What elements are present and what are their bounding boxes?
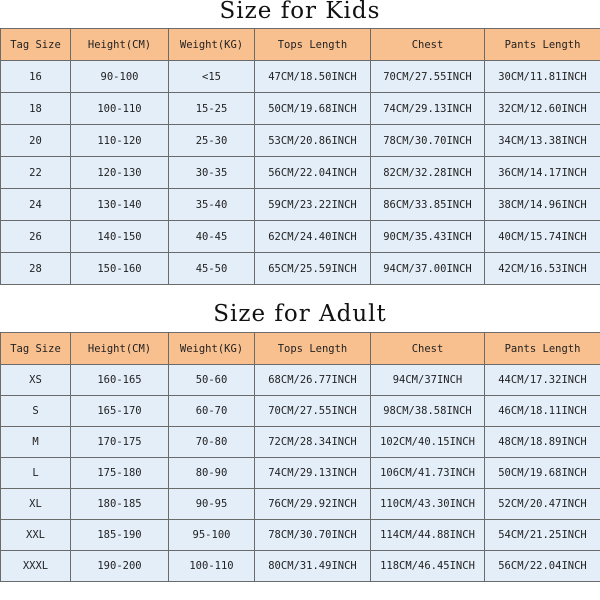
cell-height: 130-140	[71, 189, 169, 221]
cell-pants-length: 34CM/13.38INCH	[485, 125, 600, 157]
cell-weight: <15	[169, 61, 255, 93]
cell-height: 170-175	[71, 427, 169, 458]
cell-tops-length: 72CM/28.34INCH	[255, 427, 371, 458]
kids-table-body	[1, 61, 600, 285]
column-header-tag-size: Tag Size	[1, 29, 71, 61]
cell-height: 165-170	[71, 396, 169, 427]
cell-tops-length: 56CM/22.04INCH	[255, 157, 371, 189]
cell-pants-length: 46CM/18.11INCH	[485, 396, 600, 427]
cell-tops-length: 74CM/29.13INCH	[255, 458, 371, 489]
adult-size-title: Size for Adult	[213, 301, 387, 327]
table-row	[1, 520, 600, 551]
cell-height: 110-120	[71, 125, 169, 157]
cell-pants-length: 48CM/18.89INCH	[485, 427, 600, 458]
cell-tag-size: S	[1, 396, 71, 427]
cell-tops-length: 80CM/31.49INCH	[255, 551, 371, 582]
column-header-weight: Weight(KG)	[169, 333, 255, 365]
kids-size-table	[0, 28, 600, 285]
cell-weight: 95-100	[169, 520, 255, 551]
cell-chest: 86CM/33.85INCH	[371, 189, 485, 221]
column-header-weight: Weight(KG)	[169, 29, 255, 61]
cell-height: 100-110	[71, 93, 169, 125]
column-header-pants-length: Pants Length	[485, 29, 600, 61]
cell-tag-size: XL	[1, 489, 71, 520]
table-row	[1, 427, 600, 458]
cell-tag-size: L	[1, 458, 71, 489]
adult-size-table	[0, 332, 600, 582]
cell-chest: 74CM/29.13INCH	[371, 93, 485, 125]
cell-chest: 98CM/38.58INCH	[371, 396, 485, 427]
cell-tag-size: M	[1, 427, 71, 458]
cell-tag-size: 26	[1, 221, 71, 253]
cell-tag-size: 18	[1, 93, 71, 125]
cell-pants-length: 36CM/14.17INCH	[485, 157, 600, 189]
cell-pants-length: 54CM/21.25INCH	[485, 520, 600, 551]
cell-chest: 110CM/43.30INCH	[371, 489, 485, 520]
cell-tag-size: XXXL	[1, 551, 71, 582]
cell-pants-length: 56CM/22.04INCH	[485, 551, 600, 582]
table-row	[1, 61, 600, 93]
table-row	[1, 253, 600, 285]
cell-weight: 15-25	[169, 93, 255, 125]
cell-tops-length: 53CM/20.86INCH	[255, 125, 371, 157]
cell-tops-length: 59CM/23.22INCH	[255, 189, 371, 221]
kids-size-title: Size for Kids	[219, 0, 381, 24]
cell-tops-length: 76CM/29.92INCH	[255, 489, 371, 520]
table-row	[1, 396, 600, 427]
column-header-tag-size: Tag Size	[1, 333, 71, 365]
table-row	[1, 93, 600, 125]
table-row	[1, 551, 600, 582]
column-header-pants-length: Pants Length	[485, 333, 600, 365]
column-header-tops-length: Tops Length	[255, 29, 371, 61]
cell-tops-length: 62CM/24.40INCH	[255, 221, 371, 253]
cell-height: 185-190	[71, 520, 169, 551]
column-header-tops-length: Tops Length	[255, 333, 371, 365]
cell-height: 160-165	[71, 365, 169, 396]
cell-tag-size: 24	[1, 189, 71, 221]
cell-weight: 80-90	[169, 458, 255, 489]
table-row	[1, 221, 600, 253]
table-row	[1, 157, 600, 189]
table-row	[1, 365, 600, 396]
cell-weight: 35-40	[169, 189, 255, 221]
cell-pants-length: 38CM/14.96INCH	[485, 189, 600, 221]
cell-tops-length: 47CM/18.50INCH	[255, 61, 371, 93]
cell-chest: 70CM/27.55INCH	[371, 61, 485, 93]
adult-table-body	[1, 365, 600, 582]
column-header-chest: Chest	[371, 29, 485, 61]
cell-chest: 118CM/46.45INCH	[371, 551, 485, 582]
cell-tag-size: 28	[1, 253, 71, 285]
column-header-height: Height(CM)	[71, 333, 169, 365]
cell-chest: 102CM/40.15INCH	[371, 427, 485, 458]
cell-tops-length: 70CM/27.55INCH	[255, 396, 371, 427]
cell-tag-size: XXL	[1, 520, 71, 551]
adult-header-row	[1, 333, 600, 365]
cell-tag-size: 16	[1, 61, 71, 93]
cell-pants-length: 40CM/15.74INCH	[485, 221, 600, 253]
cell-weight: 45-50	[169, 253, 255, 285]
cell-tag-size: 22	[1, 157, 71, 189]
cell-height: 120-130	[71, 157, 169, 189]
table-row	[1, 125, 600, 157]
column-header-height: Height(CM)	[71, 29, 169, 61]
cell-height: 90-100	[71, 61, 169, 93]
cell-weight: 70-80	[169, 427, 255, 458]
cell-tops-length: 50CM/19.68INCH	[255, 93, 371, 125]
cell-weight: 60-70	[169, 396, 255, 427]
column-header-chest: Chest	[371, 333, 485, 365]
cell-pants-length: 42CM/16.53INCH	[485, 253, 600, 285]
cell-tops-length: 68CM/26.77INCH	[255, 365, 371, 396]
cell-weight: 50-60	[169, 365, 255, 396]
cell-height: 180-185	[71, 489, 169, 520]
cell-weight: 40-45	[169, 221, 255, 253]
cell-height: 175-180	[71, 458, 169, 489]
cell-chest: 94CM/37INCH	[371, 365, 485, 396]
cell-chest: 90CM/35.43INCH	[371, 221, 485, 253]
kids-header-row	[1, 29, 600, 61]
cell-pants-length: 32CM/12.60INCH	[485, 93, 600, 125]
cell-tag-size: 20	[1, 125, 71, 157]
table-row	[1, 458, 600, 489]
cell-chest: 94CM/37.00INCH	[371, 253, 485, 285]
cell-chest: 82CM/32.28INCH	[371, 157, 485, 189]
table-row	[1, 189, 600, 221]
cell-weight: 90-95	[169, 489, 255, 520]
cell-tops-length: 78CM/30.70INCH	[255, 520, 371, 551]
cell-height: 190-200	[71, 551, 169, 582]
cell-pants-length: 52CM/20.47INCH	[485, 489, 600, 520]
table-row	[1, 489, 600, 520]
cell-chest: 106CM/41.73INCH	[371, 458, 485, 489]
cell-weight: 100-110	[169, 551, 255, 582]
cell-pants-length: 44CM/17.32INCH	[485, 365, 600, 396]
cell-pants-length: 50CM/19.68INCH	[485, 458, 600, 489]
cell-chest: 78CM/30.70INCH	[371, 125, 485, 157]
cell-tops-length: 65CM/25.59INCH	[255, 253, 371, 285]
cell-chest: 114CM/44.88INCH	[371, 520, 485, 551]
cell-height: 140-150	[71, 221, 169, 253]
cell-weight: 25-30	[169, 125, 255, 157]
cell-pants-length: 30CM/11.81INCH	[485, 61, 600, 93]
cell-height: 150-160	[71, 253, 169, 285]
cell-tag-size: XS	[1, 365, 71, 396]
cell-weight: 30-35	[169, 157, 255, 189]
